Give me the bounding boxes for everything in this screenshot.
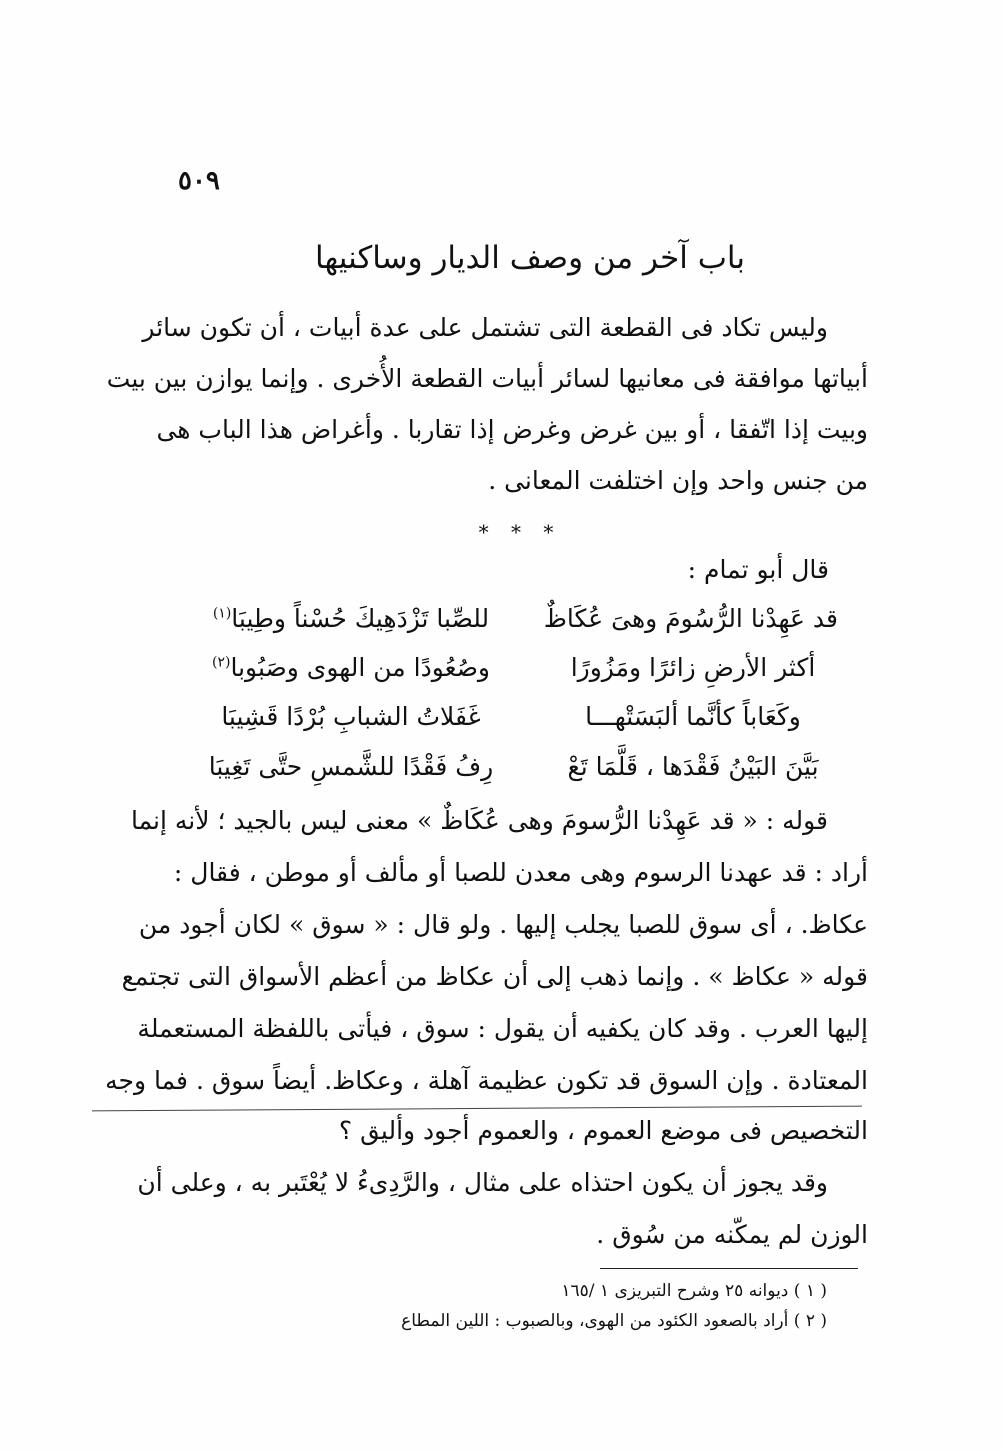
verse-first-hemistich: أكثر الأرضِ زائرًا ومَزُورًا (570, 653, 816, 682)
verse-first-hemistich: وكَعَاباً كأنَّما ألبَسَتْهـــا (585, 702, 801, 731)
chapter-title: باب آخر من وصف الديار وساكنيها (315, 240, 745, 276)
verse-first-hemistich: قد عَهِدْنا الرُّسُومَ وهىَ عُكَاظٌ (543, 604, 838, 633)
footnote-separator (600, 1268, 858, 1269)
paragraph-line: وليس تكاد فى القطعة التى تشتمل على عدة أبيات ، أن تكون سائر (142, 313, 828, 342)
hemistich-text: للصِّبا تَزْدَهِيكَ حُسْناً وطِيبَا (231, 604, 490, 633)
verse-second-hemistich: غَفَلاتُ الشبابِ بُرْدًا قَشِيبَا (221, 702, 481, 731)
page-number: ٥٠٩ (178, 166, 220, 196)
paragraph-line: وقد يجوز أن يكون احتذاه على مثال ، والرَّدِىءُ لا يُعْتَبر به ، وعلى أن (137, 1168, 828, 1197)
paragraph-line: قوله « عكاظ » . وإنما ذهب إلى أن عكاظ من أعظم الأسواق التى تجتمع (121, 962, 868, 991)
paragraph-line: قوله : « قد عَهِدْنا الرُّسومَ وهى عُكَاظٌ » معنى ليس بالجيد ؛ لأنه إنما (130, 806, 828, 835)
verse (206, 752, 838, 788)
paragraph-line: الوزن لم يمكّنه من سُوق . (596, 1220, 868, 1249)
paragraph-line: من جنس واحد وإن اختلفت المعانى . (488, 466, 868, 495)
footnote: ( ١ ) ديوانه ٢٥ وشرح التبريزى ١ /١٦٥ (561, 1281, 827, 1301)
section-separator: * * * (478, 520, 562, 544)
verse (206, 702, 838, 738)
hemistich-text: وصُعُودًا من الهوى وصَبُوبا (230, 653, 490, 682)
verse (206, 653, 838, 689)
verse-second-hemistich (206, 604, 496, 633)
paragraph-line: أراد : قد عهدنا الرسوم وهى معدن للصبا أو مألف أو موطن ، فقال : (173, 858, 868, 887)
paragraph-line: عكاظ. ، أى سوق للصبا يجلب إليها . ولو قال : « سوق » لكان أجود من (138, 910, 868, 939)
verse-second-hemistich: رِفُ فَقْدًا للشَّمسِ حتَّى تَغِيبَا (208, 752, 494, 781)
scan-line-artifact (92, 1106, 862, 1112)
verse-second-hemistich (206, 653, 496, 682)
paragraph-line: وبيت إذا اتّفقا ، أو بين غرض وغرض إذا تقاربا . وأغراض هذا الباب هى (156, 415, 868, 444)
poem-intro: قال أبو تمام : (687, 555, 829, 584)
footnote-mark: (٢) (212, 654, 231, 671)
paragraph-line: التخصيص فى موضع العموم ، والعموم أجود وأليق ؟ (338, 1116, 868, 1145)
paragraph-line: إليها العرب . وقد كان يكفيه أن يقول : سوق ، فيأتى باللفظة المستعملة (137, 1014, 868, 1043)
footnote: ( ٢ ) أراد بالصعود الكئود من الهوى، وبالصبوب : اللين المطاع (401, 1311, 827, 1331)
paragraph-line: أبياتها موافقة فى معانيها لسائر أبيات القطعة الأُخرى . وإنما يوازن بين بيت (106, 364, 868, 393)
paragraph-line: المعتادة . وإن السوق قد تكون عظيمة آهلة ، وعكاظ. أيضاً سوق . فما وجه (105, 1066, 868, 1095)
verse-first-hemistich: بَيَّنَ البَيْنُ فَقْدَها ، قَلَّمَا تَعْ (567, 752, 819, 781)
verse (206, 604, 838, 640)
footnote-mark: (١) (212, 605, 232, 622)
